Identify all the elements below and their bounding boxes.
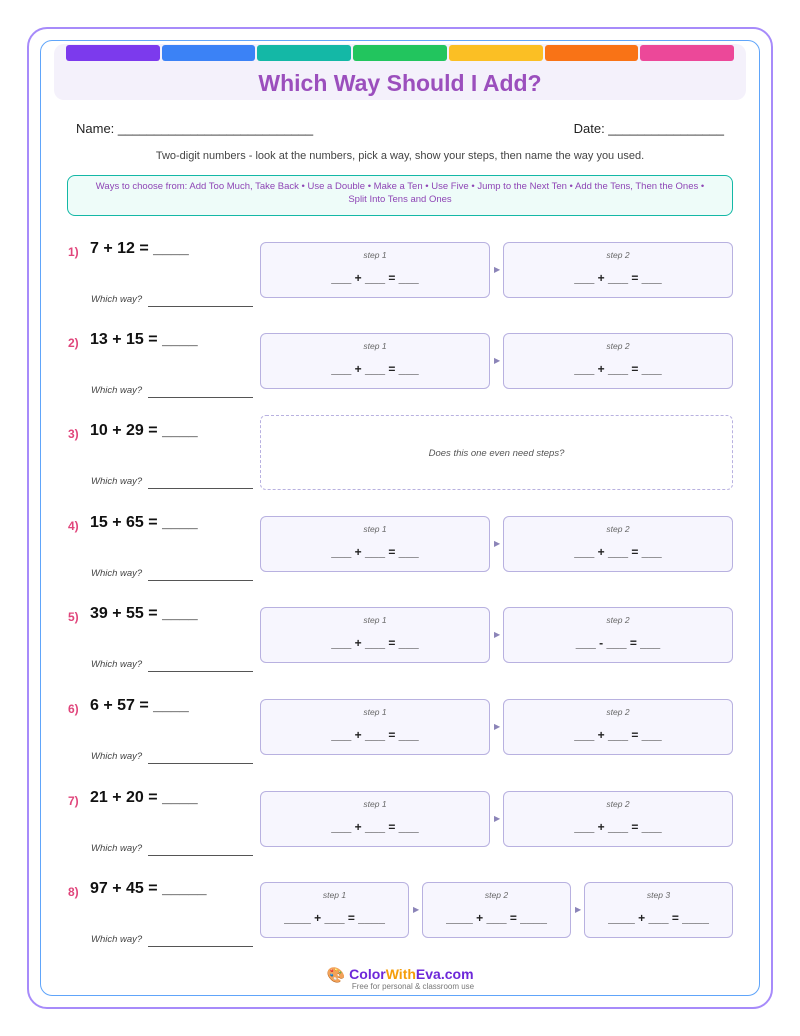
which-way-label: Which way?	[91, 934, 143, 945]
problem-number: 2)	[68, 336, 79, 350]
footer-tagline: Free for personal & classroom use	[351, 982, 475, 991]
step-box[interactable]	[260, 607, 490, 663]
arrow-right-icon: ▶	[413, 905, 420, 914]
problem-row	[0, 880, 800, 960]
problem-row	[0, 240, 800, 320]
step-equation: ____ + ___ = ____	[284, 911, 385, 925]
problem-number: 5)	[68, 610, 79, 624]
which-way-label: Which way?	[91, 385, 143, 396]
stripe-segment	[257, 45, 351, 61]
stripe-segment	[353, 45, 447, 61]
which-way-label: Which way?	[91, 476, 143, 487]
no-steps-note: Does this one even need steps?	[428, 448, 565, 459]
step-equation: ____ + ___ = ____	[446, 911, 547, 925]
step-label: step 2	[606, 250, 630, 260]
arrow-right-icon: ▶	[494, 814, 501, 823]
step-label: step 2	[606, 799, 630, 809]
step-equation: ___ + ___ = ___	[331, 545, 419, 559]
step-box[interactable]	[503, 607, 733, 663]
step-equation: ___ + ___ = ___	[331, 271, 419, 285]
footer	[0, 966, 800, 991]
ways-box: Ways to choose from: Add Too Much, Take Back • Use a Double • Make a Ten • Use Five • Jump to the Next Ten • Add the Tens, Then the Ones • Split Into Tens and Ones	[67, 175, 733, 216]
step-equation: ___ + ___ = ___	[574, 271, 662, 285]
stripe-segment	[640, 45, 734, 61]
problem-number: 6)	[68, 702, 79, 716]
which-way-line[interactable]	[148, 306, 253, 307]
step-box[interactable]	[260, 791, 490, 847]
arrow-right-icon: ▶	[494, 265, 501, 274]
problem-row	[0, 422, 800, 502]
problem-expression: 7 + 12 = ____	[90, 240, 189, 257]
stripe-segment	[162, 45, 256, 61]
step-equation: ___ + ___ = ___	[574, 545, 662, 559]
step-label: step 2	[606, 524, 630, 534]
problem-row	[0, 605, 800, 685]
problem-expression: 10 + 29 = ____	[90, 422, 198, 439]
step-box[interactable]	[503, 242, 733, 298]
step-label: step 1	[363, 524, 387, 534]
step-box[interactable]	[422, 882, 571, 938]
instructions: Two-digit numbers - look at the numbers, pick a way, show your steps, then name the way you used.	[155, 150, 645, 162]
step-label: step 2	[606, 341, 630, 351]
step-equation: ___ + ___ = ___	[574, 820, 662, 834]
which-way-line[interactable]	[148, 855, 253, 856]
stripe-segment	[449, 45, 543, 61]
step-label: step 1	[363, 707, 387, 717]
step-equation: ___ + ___ = ___	[574, 728, 662, 742]
step-label: step 1	[363, 799, 387, 809]
step-equation: ____ + ___ = ____	[608, 911, 709, 925]
step-equation: ___ + ___ = ___	[331, 728, 419, 742]
arrow-right-icon: ▶	[494, 539, 501, 548]
problem-expression: 6 + 57 = ____	[90, 697, 189, 714]
problem-number: 8)	[68, 885, 79, 899]
problem-expression: 15 + 65 = ____	[90, 514, 198, 531]
step-box[interactable]	[260, 882, 409, 938]
problem-expression: 97 + 45 = _____	[90, 880, 207, 897]
problem-row	[0, 331, 800, 411]
arrow-right-icon: ▶	[575, 905, 582, 914]
arrow-right-icon: ▶	[494, 722, 501, 731]
which-way-line[interactable]	[148, 946, 253, 947]
date-field[interactable]: Date: ________________	[573, 121, 724, 136]
which-way-label: Which way?	[91, 294, 143, 305]
step-label: step 1	[363, 250, 387, 260]
step-label: step 2	[484, 890, 509, 900]
arrow-right-icon: ▶	[494, 356, 501, 365]
step-label: step 1	[322, 890, 347, 900]
step-equation: ___ + ___ = ___	[331, 362, 419, 376]
problem-row	[0, 789, 800, 869]
step-equation: ___ + ___ = ___	[331, 636, 419, 650]
problem-expression: 13 + 15 = ____	[90, 331, 198, 348]
which-way-label: Which way?	[91, 568, 143, 579]
step-equation: ___ - ___ = ___	[575, 636, 661, 650]
which-way-line[interactable]	[148, 580, 253, 581]
step-label: step 1	[363, 615, 387, 625]
no-steps-box[interactable]	[260, 415, 733, 490]
palette-icon: 🎨	[326, 967, 346, 984]
step-box[interactable]	[260, 699, 490, 755]
step-box[interactable]	[584, 882, 733, 938]
problem-row	[0, 697, 800, 777]
name-field[interactable]: Name: ___________________________	[76, 121, 314, 136]
problem-number: 7)	[68, 794, 79, 808]
which-way-label: Which way?	[91, 843, 143, 854]
step-label: step 1	[363, 341, 387, 351]
problem-number: 1)	[68, 245, 79, 259]
problem-row	[0, 514, 800, 594]
which-way-line[interactable]	[148, 763, 253, 764]
problem-expression: 39 + 55 = ____	[90, 605, 198, 622]
which-way-line[interactable]	[148, 671, 253, 672]
page-title: Which Way Should I Add?	[258, 70, 542, 96]
step-box[interactable]	[260, 242, 490, 298]
which-way-line[interactable]	[148, 488, 253, 489]
arrow-right-icon: ▶	[494, 630, 501, 639]
which-way-label: Which way?	[91, 751, 143, 762]
problem-number: 4)	[68, 519, 79, 533]
step-box[interactable]	[260, 516, 490, 572]
stripe-segment	[545, 45, 639, 61]
which-way-label: Which way?	[91, 659, 143, 670]
step-label: step 2	[606, 615, 630, 625]
brand-logo: 🎨 ColorWithEva.com	[326, 966, 474, 984]
color-stripe	[66, 45, 734, 61]
step-box[interactable]	[503, 333, 733, 389]
which-way-line[interactable]	[148, 397, 253, 398]
step-equation: ___ + ___ = ___	[574, 362, 662, 376]
stripe-segment	[66, 45, 160, 61]
problem-expression: 21 + 20 = ____	[90, 789, 198, 806]
step-equation: ___ + ___ = ___	[331, 820, 419, 834]
step-label: step 2	[606, 707, 630, 717]
problem-number: 3)	[68, 427, 79, 441]
step-box[interactable]	[503, 699, 733, 755]
step-box[interactable]	[503, 791, 733, 847]
step-box[interactable]	[503, 516, 733, 572]
step-box[interactable]	[260, 333, 490, 389]
step-label: step 3	[646, 890, 671, 900]
